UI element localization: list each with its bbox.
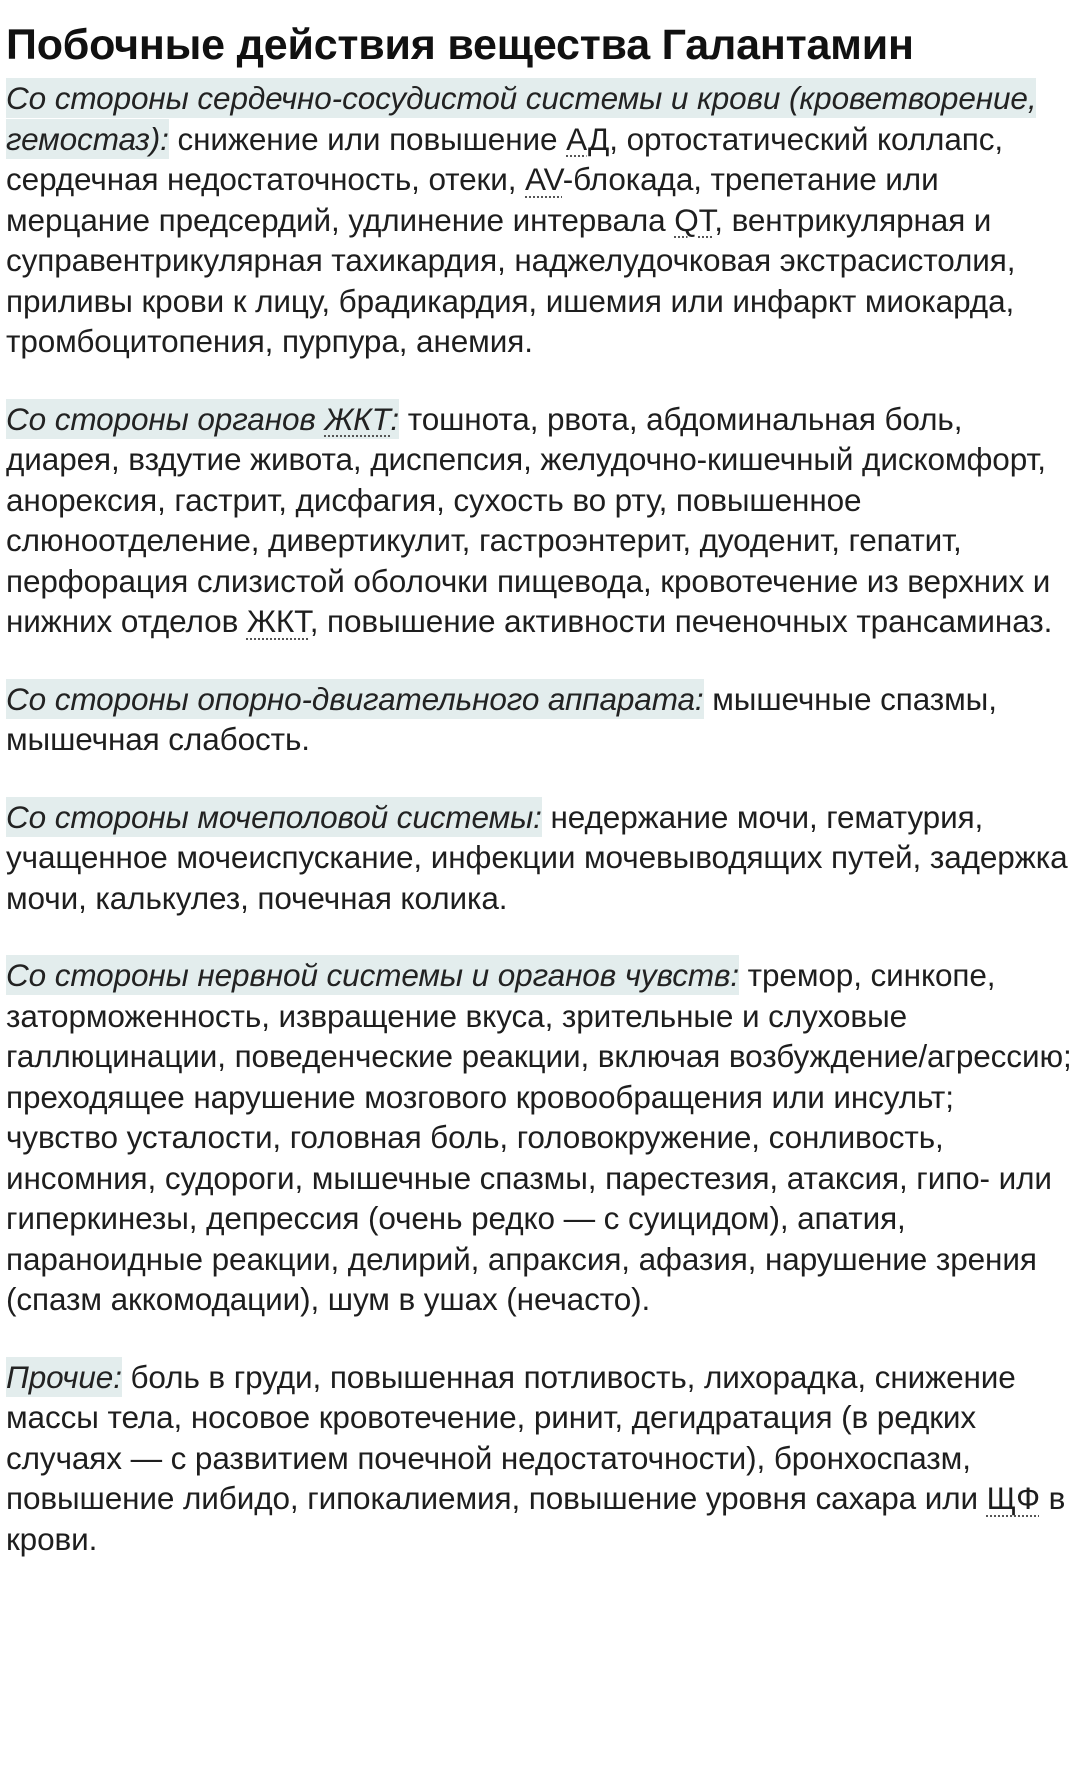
page-title: Побочные действия вещества Галантамин: [6, 21, 914, 69]
section-text: -блокада, трепетание или мерцание предсердий, удлинение интервала: [6, 161, 939, 238]
section-label-other: Прочие:: [6, 1358, 122, 1395]
abbreviation-link-av[interactable]: AV: [525, 161, 563, 197]
section-label-genitourinary: Со стороны мочеполовой системы:: [6, 798, 542, 835]
section-label-nervous-system: Со стороны нервной системы и органов чувств:: [6, 957, 740, 993]
abbreviation-link-shf[interactable]: ЩФ: [986, 1480, 1040, 1516]
abbreviation-link-zhkt[interactable]: ЖКТ: [324, 400, 391, 437]
section-other: [6, 1357, 1074, 1560]
abbreviation-link-qt[interactable]: QT: [674, 201, 715, 238]
section-label-text: Со стороны органов: [6, 400, 325, 437]
side-effects-list: [6, 78, 1074, 1559]
section-nervous-system: [6, 955, 1074, 1320]
section-label-musculoskeletal: Со стороны опорно-двигательного аппарата:: [6, 680, 704, 717]
section-text: боль в груди, повышенная потливость, лихорадка, снижение массы тела, носовое кровотечение, ринит, дегидратация (в редких случаях — с развитием почечной недостаточности), бронхоспазм, повышение либидо, гипокалиемия, повышение уровня сахара или: [6, 1358, 1016, 1516]
abbreviation-link-zhkt[interactable]: ЖКТ: [246, 603, 310, 639]
section-text: , вентрикулярная и суправентрикулярная тахикардия, наджелудочковая экстрасистолия, приливы крови к лицу, брадикардия, ишемия или инфаркт миокарда, тромбоцитопения, пурпура, анемия.: [6, 201, 1016, 359]
section-text: , ортостатический коллапс, сердечная недостаточность, отеки,: [6, 120, 1004, 197]
section-text: недержание мочи, гематурия, учащенное мочеиспускание, инфекции мочевыводящих путей, задержка мочи, калькулез, почечная колика.: [6, 798, 1068, 916]
section-label-cardiovascular: Со стороны сердечно-сосудистой системы и крови (кроветворение, гемостаз):: [6, 80, 1037, 157]
section-text: тремор, синкопе, заторможенность, извращение вкуса, зрительные и слуховые галлюцинации, поведенческие реакции, включая возбуждение/агрессию; преходящее нарушение мозгового кровообращения или инсульт; чувство усталости, головная боль, головокружение, сонливость, инсомния, судороги, мышечные спазмы, парестезия, атаксия, гипо- или гиперкинезы, депрессия (очень редко — с суицидом), апатия, параноидные реакции, делирий, апраксия, афазия, нарушение зрения (спазм аккомодации), шум в ушах (нечасто).: [6, 957, 1072, 1317]
section-text: в крови.: [6, 1480, 1066, 1557]
section-text: мышечные спазмы, мышечная слабость.: [6, 680, 997, 757]
section-text: снижение или повышение: [168, 120, 567, 157]
section-cardiovascular: [6, 78, 1074, 362]
section-musculoskeletal: [6, 679, 1074, 760]
abbreviation-link-ad[interactable]: АД: [566, 120, 610, 157]
section-genitourinary: [6, 797, 1074, 919]
section-text: , повышение активности печеночных трансаминаз.: [309, 603, 1053, 639]
section-text: тошнота, рвота, абдоминальная боль, диарея, вздутие живота, диспепсия, желудочно-кишечный дискомфорт, анорексия, гастрит, дисфагия, сухость во рту, повышенное слюноотделение, дивертикулит, гастроэнтерит, дуоденит, гепатит, перфорация слизистой оболочки пищевода, кровотечение из верхних и нижних отделов: [6, 400, 1051, 639]
section-gastrointestinal: [6, 399, 1074, 642]
section-label-colon: :: [390, 400, 400, 437]
section-label-gastrointestinal: [6, 399, 399, 439]
